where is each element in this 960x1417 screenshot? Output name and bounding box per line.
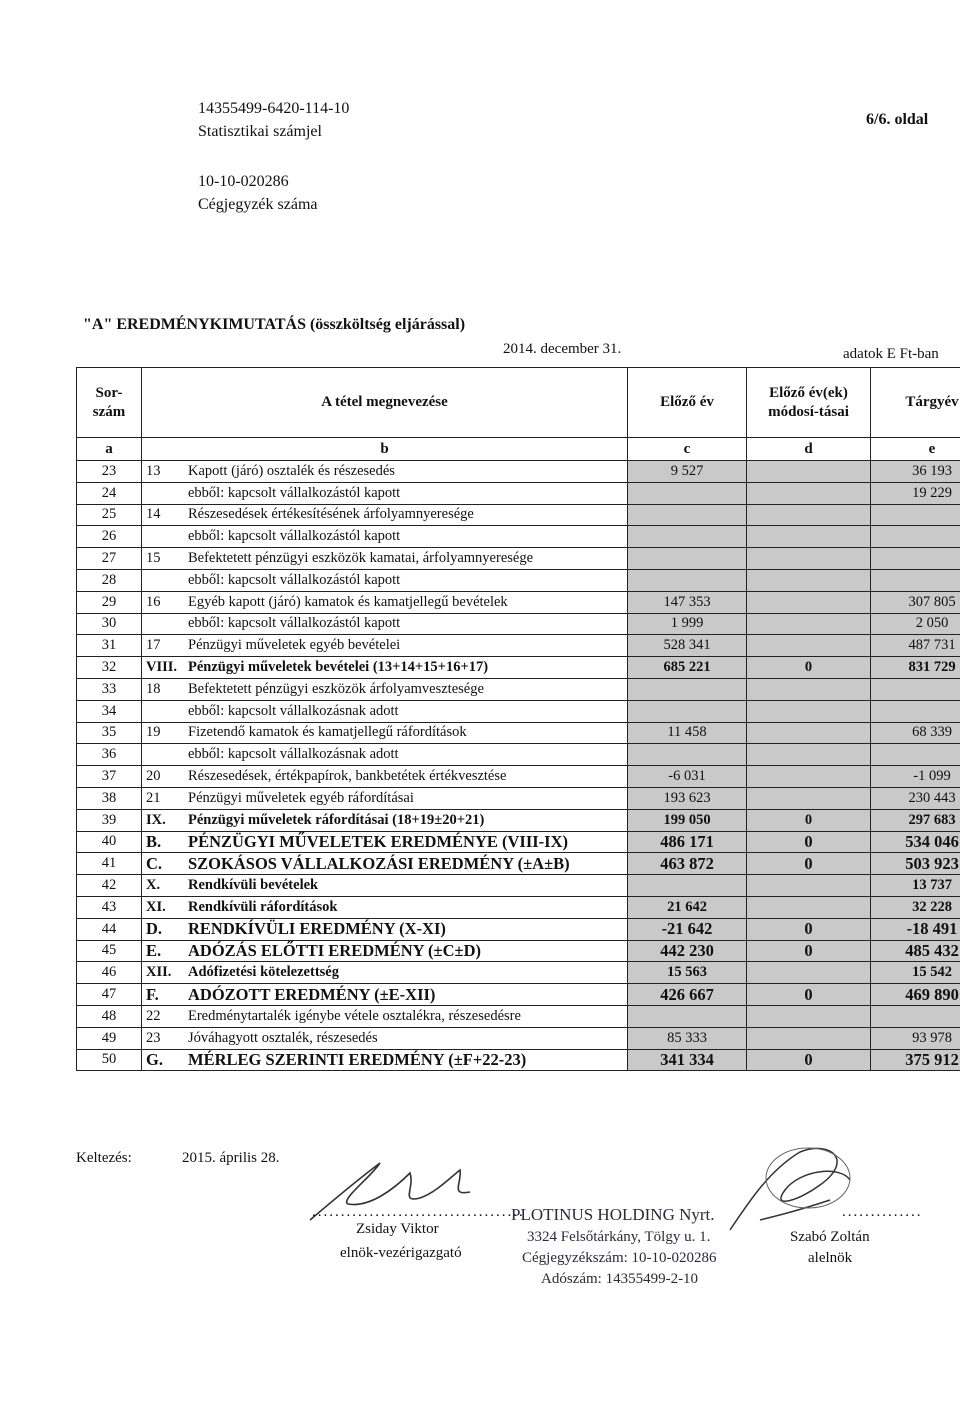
current-year-value: -1 099: [871, 766, 960, 788]
row-number: 33: [77, 678, 142, 700]
row-item: [142, 875, 628, 897]
letter-a: a: [77, 438, 142, 461]
current-year-value: 13 737: [871, 875, 960, 897]
table-row: [77, 940, 960, 962]
row-code: 16: [146, 593, 161, 610]
table-row: [77, 569, 960, 591]
signer2-name: Szabó Zoltán: [790, 1229, 870, 1245]
stamp-company: PLOTINUS HOLDING Nyrt.: [511, 1205, 715, 1224]
row-item: [142, 678, 628, 700]
table-row: [77, 1005, 960, 1027]
stamp-address: 3324 Felsőtárkány, Tölgy u. 1.: [527, 1229, 711, 1245]
row-label: SZOKÁSOS VÁLLALKOZÁSI EREDMÉNY (±A±B): [188, 853, 570, 873]
previous-year-value: 199 050: [628, 809, 747, 831]
row-number: 35: [77, 722, 142, 744]
correction-value: [747, 635, 871, 657]
row-code: 23: [146, 1029, 161, 1046]
previous-year-value: [628, 548, 747, 570]
row-label: ebből: kapcsolt vállalkozástól kapott: [188, 615, 401, 632]
row-number: 30: [77, 613, 142, 635]
row-code: F.: [146, 984, 159, 1004]
previous-year-value: 685 221: [628, 657, 747, 679]
row-number: 28: [77, 569, 142, 591]
current-year-value: 2 050: [871, 613, 960, 635]
letter-e: e: [871, 438, 960, 461]
row-label: Rendkívüli ráfordítások: [188, 898, 338, 915]
row-number: 42: [77, 875, 142, 897]
previous-year-value: 341 334: [628, 1049, 747, 1071]
correction-value: 0: [747, 831, 871, 853]
row-label: Pénzügyi műveletek ráfordításai (18+19±20+21): [188, 811, 485, 828]
row-code: C.: [146, 853, 163, 873]
row-code: 18: [146, 680, 161, 697]
correction-value: [747, 591, 871, 613]
previous-year-value: 193 623: [628, 787, 747, 809]
stamp-reg-number: Cégjegyzékszám: 10-10-020286: [522, 1250, 717, 1266]
row-item: [142, 984, 628, 1006]
correction-value: 0: [747, 940, 871, 962]
correction-value: 0: [747, 918, 871, 940]
current-year-value: 32 228: [871, 896, 960, 918]
current-year-value: 93 978: [871, 1027, 960, 1049]
row-number: 39: [77, 809, 142, 831]
table-row: [77, 526, 960, 548]
current-year-value: 534 046: [871, 831, 960, 853]
row-code: IX.: [146, 811, 166, 828]
previous-year-value: 463 872: [628, 853, 747, 875]
row-label: Pénzügyi műveletek egyéb ráfordításai: [188, 789, 414, 806]
current-year-value: 19 229: [871, 482, 960, 504]
previous-year-value: [628, 504, 747, 526]
row-label: Befektetett pénzügyi eszközök kamatai, árfolyamnyeresége: [188, 550, 534, 567]
current-year-value: 487 731: [871, 635, 960, 657]
row-number: 48: [77, 1005, 142, 1027]
correction-value: 0: [747, 1049, 871, 1071]
table-letter-row: [77, 438, 960, 461]
row-number: 41: [77, 853, 142, 875]
row-item: [142, 918, 628, 940]
row-code: D.: [146, 919, 163, 939]
row-code: X.: [146, 877, 161, 894]
unit-label: adatok E Ft-ban: [843, 346, 939, 362]
report-title: "A" EREDMÉNYKIMUTATÁS (összköltség eljárással): [83, 316, 466, 333]
row-label: Jóváhagyott osztalék, részesedés: [188, 1029, 378, 1046]
header-previous-year: Előző év: [628, 368, 747, 438]
row-item: [142, 635, 628, 657]
row-number: 34: [77, 700, 142, 722]
row-number: 31: [77, 635, 142, 657]
row-item: [142, 1005, 628, 1027]
signature-line-right: ..............: [842, 1204, 923, 1220]
row-item: [142, 853, 628, 875]
report-date: 2014. december 31.: [503, 341, 622, 357]
row-code: 22: [146, 1007, 161, 1024]
table-row: [77, 962, 960, 984]
row-code: XI.: [146, 898, 166, 915]
table-row: [77, 787, 960, 809]
table-header-row: [77, 368, 960, 438]
letter-b: b: [142, 438, 628, 461]
current-year-value: 485 432: [871, 940, 960, 962]
row-number: 23: [77, 461, 142, 483]
letter-d: d: [747, 438, 871, 461]
correction-value: [747, 482, 871, 504]
table-row: [77, 482, 960, 504]
row-code: 14: [146, 506, 161, 523]
row-item: [142, 744, 628, 766]
row-number: 24: [77, 482, 142, 504]
row-label: Befektetett pénzügyi eszközök árfolyamvesztesége: [188, 680, 484, 697]
row-label: ADÓZÁS ELŐTTI EREDMÉNY (±C±D): [188, 940, 481, 960]
row-number: 25: [77, 504, 142, 526]
current-year-value: [871, 700, 960, 722]
row-number: 50: [77, 1049, 142, 1071]
correction-value: [747, 962, 871, 984]
row-number: 37: [77, 766, 142, 788]
statistical-number-label: Statisztikai számjel: [198, 123, 322, 140]
row-label: RENDKÍVÜLI EREDMÉNY (X-XI): [188, 919, 446, 939]
correction-value: [747, 722, 871, 744]
row-label: Pénzügyi műveletek egyéb bevételei: [188, 637, 401, 654]
current-year-value: [871, 744, 960, 766]
row-item: [142, 722, 628, 744]
row-number: 26: [77, 526, 142, 548]
header-row-number: Sor-szám: [77, 368, 142, 438]
row-code: VIII.: [146, 659, 178, 676]
table-body: [77, 461, 960, 1071]
row-label: Kapott (járó) osztalék és részesedés: [188, 462, 395, 479]
row-label: MÉRLEG SZERINTI EREDMÉNY (±F+22-23): [188, 1049, 527, 1069]
table-row: [77, 1049, 960, 1071]
previous-year-value: 85 333: [628, 1027, 747, 1049]
table-row: [77, 613, 960, 635]
current-year-value: [871, 569, 960, 591]
table-row: [77, 766, 960, 788]
row-item: [142, 526, 628, 548]
table-row: [77, 591, 960, 613]
table-row: [77, 678, 960, 700]
table-row: [77, 831, 960, 853]
previous-year-value: [628, 678, 747, 700]
current-year-value: [871, 504, 960, 526]
table-row: [77, 700, 960, 722]
table-row: [77, 809, 960, 831]
row-item: [142, 896, 628, 918]
row-code: 17: [146, 637, 161, 654]
table-row: [77, 504, 960, 526]
current-year-value: 831 729: [871, 657, 960, 679]
previous-year-value: 15 563: [628, 962, 747, 984]
previous-year-value: 442 230: [628, 940, 747, 962]
row-label: PÉNZÜGYI MŰVELETEK EREDMÉNYE (VIII-IX): [188, 831, 568, 851]
row-item: [142, 700, 628, 722]
row-item: [142, 831, 628, 853]
current-year-value: [871, 1005, 960, 1027]
row-number: 47: [77, 984, 142, 1006]
previous-year-value: [628, 569, 747, 591]
row-code: 15: [146, 550, 161, 567]
row-code: 21: [146, 789, 161, 806]
correction-value: [747, 766, 871, 788]
correction-value: [747, 548, 871, 570]
previous-year-value: 11 458: [628, 722, 747, 744]
row-item: [142, 482, 628, 504]
row-label: ebből: kapcsolt vállalkozásnak adott: [188, 702, 399, 719]
row-code: 19: [146, 724, 161, 741]
row-code: XII.: [146, 964, 172, 981]
row-item: [142, 787, 628, 809]
table-row: [77, 875, 960, 897]
row-code: G.: [146, 1049, 163, 1069]
row-item: [142, 1027, 628, 1049]
row-number: 38: [77, 787, 142, 809]
signature-line-left: .....................................: [312, 1204, 525, 1220]
signer1-name: Zsiday Viktor: [356, 1221, 439, 1237]
row-label: Részesedések, értékpapírok, bankbetétek értékvesztése: [188, 768, 507, 785]
stamp-tax-number: Adószám: 14355499-2-10: [541, 1271, 699, 1287]
row-label: Adófizetési kötelezettség: [188, 964, 339, 981]
previous-year-value: [628, 700, 747, 722]
correction-value: [747, 504, 871, 526]
current-year-value: 297 683: [871, 809, 960, 831]
row-code: E.: [146, 940, 162, 960]
current-year-value: 307 805: [871, 591, 960, 613]
correction-value: 0: [747, 657, 871, 679]
previous-year-value: 147 353: [628, 591, 747, 613]
row-number: 32: [77, 657, 142, 679]
table-row: [77, 461, 960, 483]
correction-value: [747, 875, 871, 897]
previous-year-value: [628, 875, 747, 897]
row-number: 40: [77, 831, 142, 853]
correction-value: 0: [747, 809, 871, 831]
previous-year-value: -6 031: [628, 766, 747, 788]
header-item-name: A tétel megnevezése: [142, 368, 628, 438]
current-year-value: -18 491: [871, 918, 960, 940]
current-year-value: [871, 678, 960, 700]
current-year-value: 469 890: [871, 984, 960, 1006]
row-label: ebből: kapcsolt vállalkozásnak adott: [188, 746, 399, 763]
previous-year-value: 21 642: [628, 896, 747, 918]
correction-value: [747, 1027, 871, 1049]
previous-year-value: 528 341: [628, 635, 747, 657]
header-previous-corrections: Előző év(ek) módosí-tásai: [747, 368, 871, 438]
row-label: Pénzügyi műveletek bevételei (13+14+15+16+17): [188, 659, 489, 676]
correction-value: [747, 744, 871, 766]
row-number: 45: [77, 940, 142, 962]
row-item: [142, 1049, 628, 1071]
table-row: [77, 984, 960, 1006]
row-item: [142, 591, 628, 613]
row-label: Egyéb kapott (járó) kamatok és kamatjellegű bevételek: [188, 593, 508, 610]
current-year-value: 36 193: [871, 461, 960, 483]
table-row: [77, 918, 960, 940]
current-year-value: 15 542: [871, 962, 960, 984]
correction-value: 0: [747, 984, 871, 1006]
row-item: [142, 504, 628, 526]
row-label: ebből: kapcsolt vállalkozástól kapott: [188, 484, 401, 501]
row-number: 49: [77, 1027, 142, 1049]
previous-year-value: [628, 526, 747, 548]
signer1-title: elnök-vezérigazgató: [340, 1245, 462, 1261]
table-row: [77, 744, 960, 766]
previous-year-value: 1 999: [628, 613, 747, 635]
row-item: [142, 940, 628, 962]
previous-year-value: [628, 482, 747, 504]
correction-value: [747, 678, 871, 700]
table-row: [77, 853, 960, 875]
table-row: [77, 657, 960, 679]
row-number: 29: [77, 591, 142, 613]
row-code: B.: [146, 831, 162, 851]
row-number: 44: [77, 918, 142, 940]
company-reg-number: 10-10-020286: [198, 173, 289, 190]
correction-value: [747, 526, 871, 548]
row-code: 20: [146, 768, 161, 785]
table-row: [77, 896, 960, 918]
current-year-value: 503 923: [871, 853, 960, 875]
letter-c: c: [628, 438, 747, 461]
row-code: 13: [146, 462, 161, 479]
income-statement-table: [76, 367, 960, 1071]
row-item: [142, 548, 628, 570]
row-label: ebből: kapcsolt vállalkozástól kapott: [188, 528, 401, 545]
row-label: ADÓZOTT EREDMÉNY (±E-XII): [188, 984, 436, 1004]
row-number: 46: [77, 962, 142, 984]
previous-year-value: 486 171: [628, 831, 747, 853]
date-value: 2015. április 28.: [182, 1150, 280, 1166]
table-row: [77, 548, 960, 570]
row-item: [142, 657, 628, 679]
row-number: 36: [77, 744, 142, 766]
row-item: [142, 766, 628, 788]
row-item: [142, 569, 628, 591]
current-year-value: 68 339: [871, 722, 960, 744]
date-label: Keltezés:: [76, 1150, 132, 1166]
header-current-year: Tárgyév: [871, 368, 960, 438]
row-label: Rendkívüli bevételek: [188, 877, 319, 894]
correction-value: [747, 1005, 871, 1027]
table-row: [77, 1027, 960, 1049]
company-reg-label: Cégjegyzék száma: [198, 196, 318, 213]
current-year-value: 375 912: [871, 1049, 960, 1071]
correction-value: [747, 569, 871, 591]
current-year-value: [871, 526, 960, 548]
row-item: [142, 613, 628, 635]
row-item: [142, 461, 628, 483]
previous-year-value: 9 527: [628, 461, 747, 483]
correction-value: [747, 700, 871, 722]
row-label: ebből: kapcsolt vállalkozástól kapott: [188, 571, 401, 588]
current-year-value: [871, 548, 960, 570]
table-row: [77, 635, 960, 657]
correction-value: [747, 613, 871, 635]
row-item: [142, 962, 628, 984]
correction-value: [747, 787, 871, 809]
page-number: 6/6. oldal: [866, 111, 929, 128]
correction-value: 0: [747, 853, 871, 875]
row-number: 27: [77, 548, 142, 570]
previous-year-value: [628, 1005, 747, 1027]
statistical-number: 14355499-6420-114-10: [198, 100, 350, 117]
previous-year-value: 426 667: [628, 984, 747, 1006]
row-label: Eredménytartalék igénybe vétele osztalékra, részesedésre: [188, 1007, 521, 1024]
row-label: Fizetendő kamatok és kamatjellegű ráfordítások: [188, 724, 467, 741]
previous-year-value: -21 642: [628, 918, 747, 940]
previous-year-value: [628, 744, 747, 766]
table-row: [77, 722, 960, 744]
row-item: [142, 809, 628, 831]
correction-value: [747, 896, 871, 918]
row-number: 43: [77, 896, 142, 918]
current-year-value: 230 443: [871, 787, 960, 809]
signature-szabo: [690, 1140, 880, 1240]
correction-value: [747, 461, 871, 483]
signer2-title: alelnök: [808, 1250, 853, 1266]
row-label: Részesedések értékesítésének árfolyamnyeresége: [188, 506, 474, 523]
